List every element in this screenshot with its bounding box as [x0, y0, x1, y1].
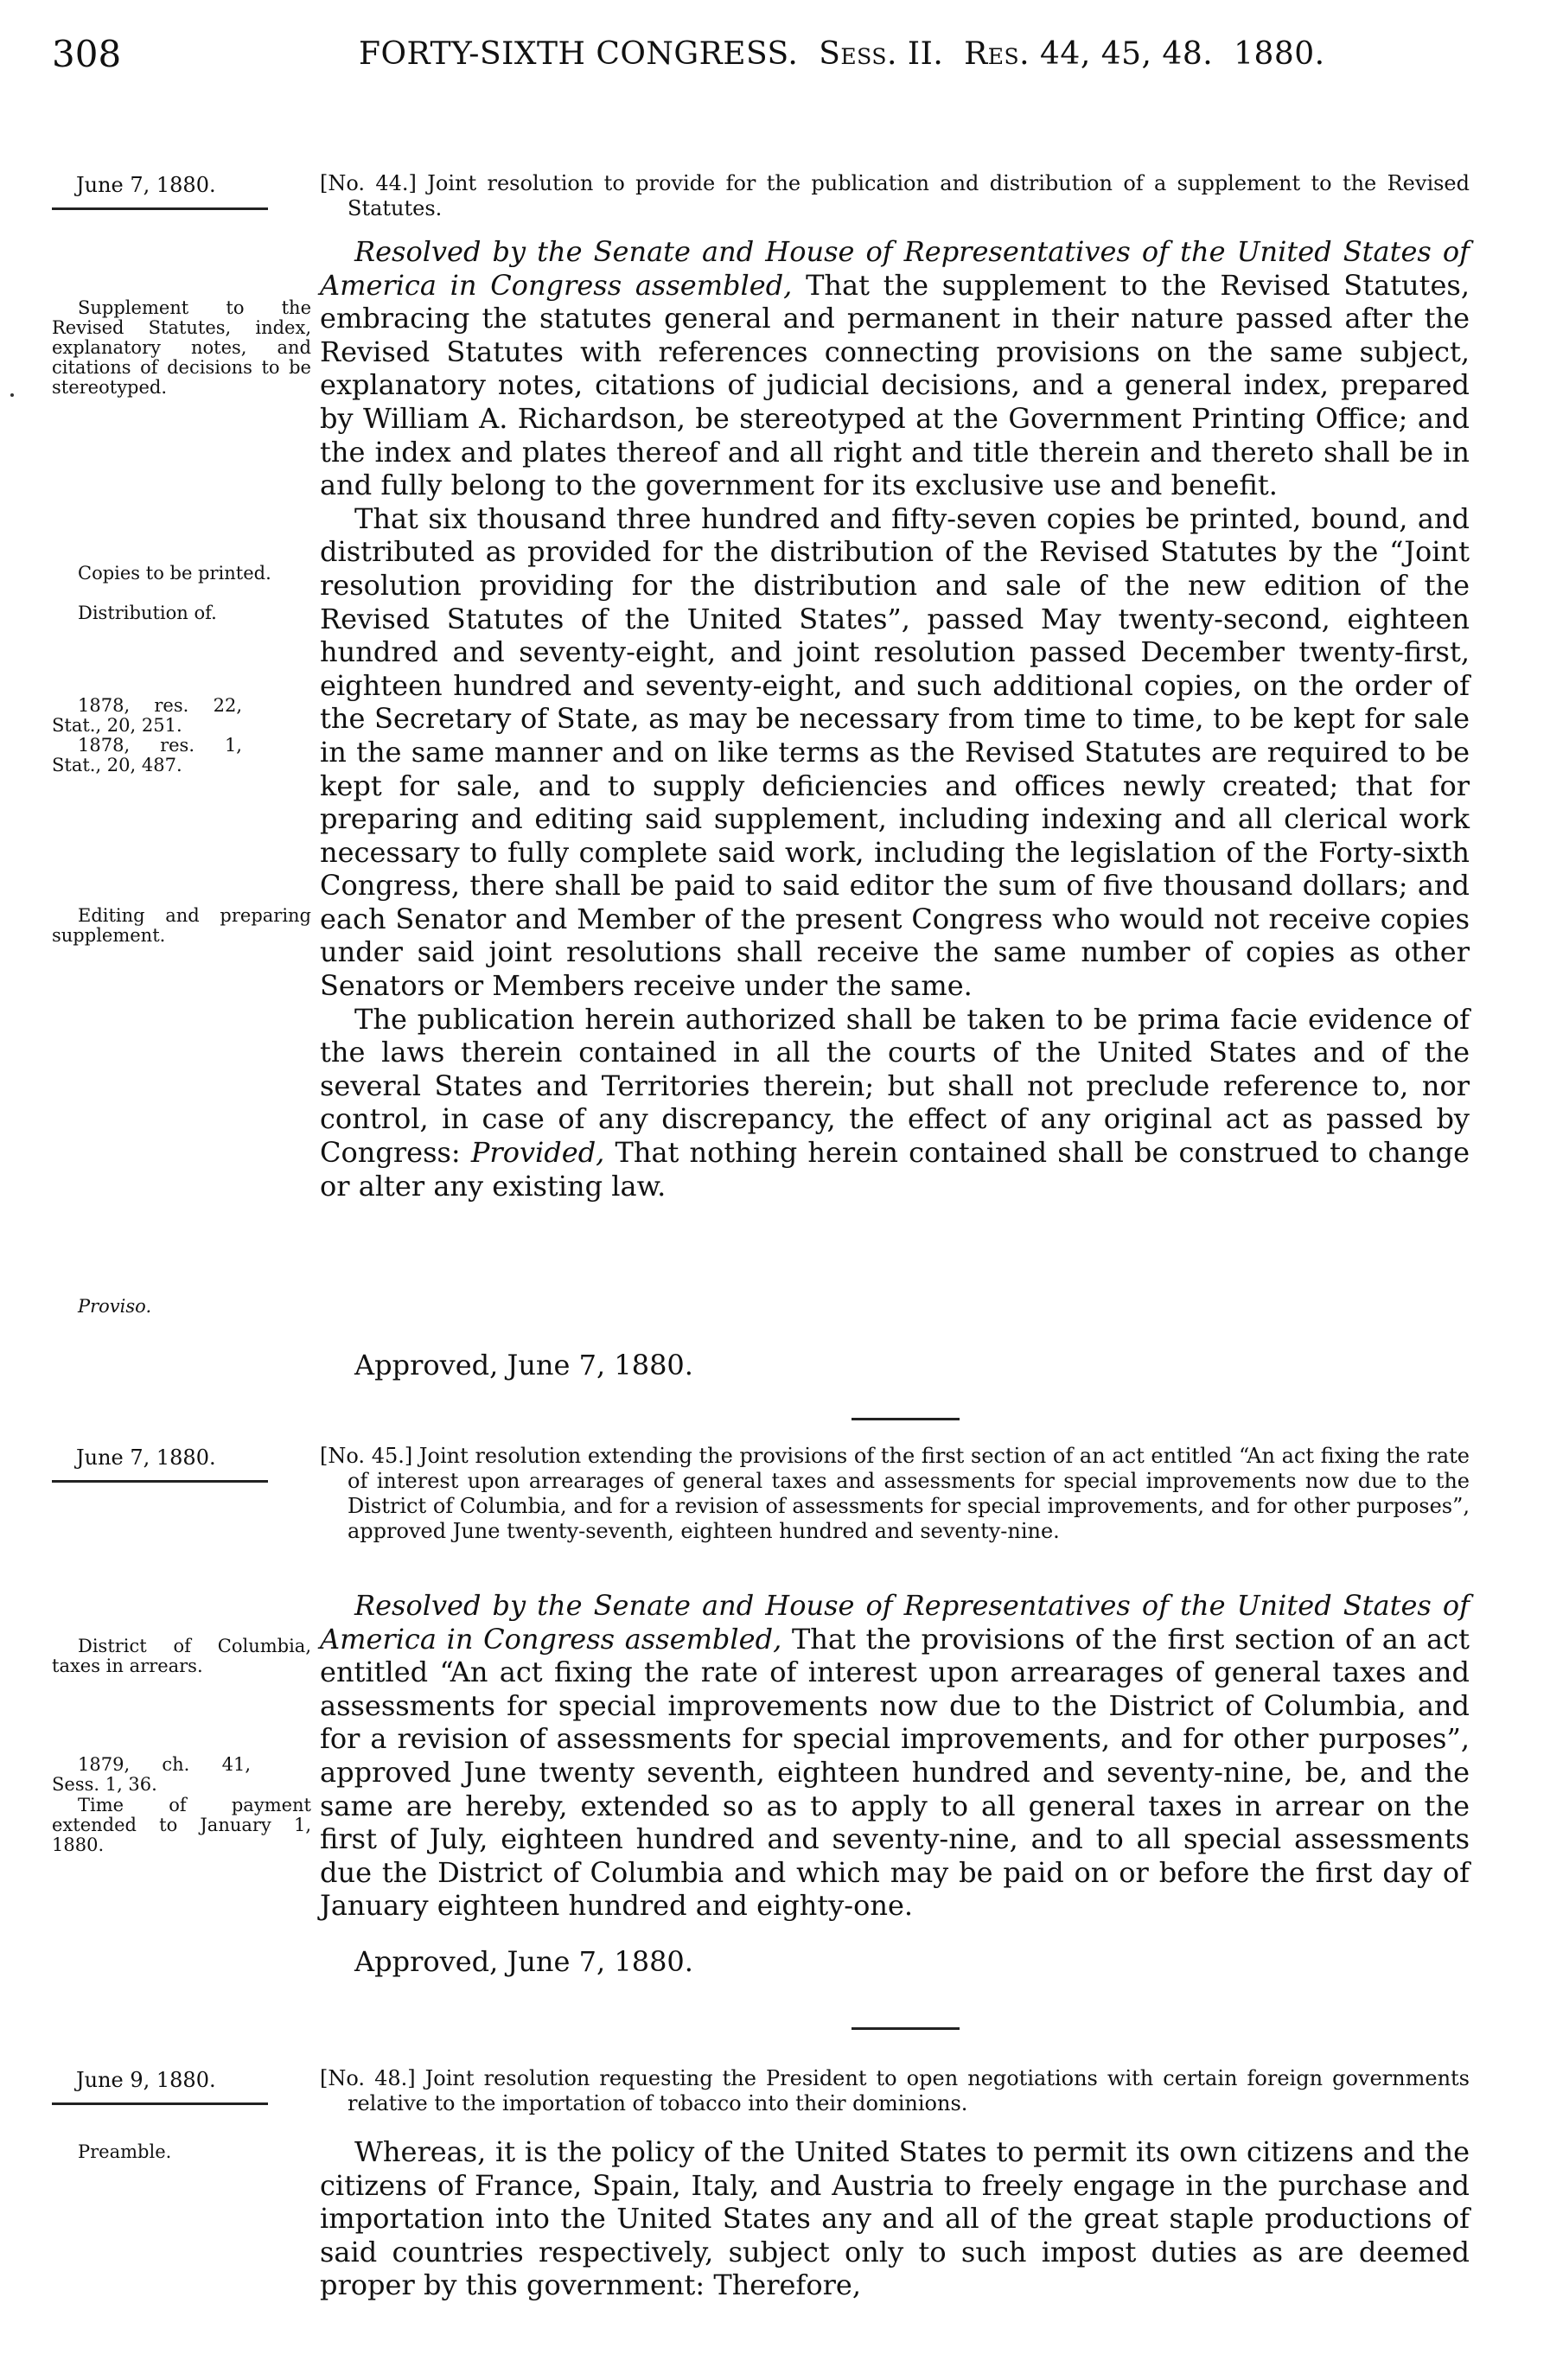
- date-rule: [52, 2102, 268, 2105]
- resolution-44-body: [320, 235, 1470, 1203]
- enacting-paragraph: [320, 1589, 1470, 1923]
- page-header: [52, 33, 1435, 85]
- enacting-clause: Resolved by the Senate and House of Representatives of the United States of America in Congress assembled,: [320, 1589, 1470, 1656]
- resolution-caption-text: Joint resolution extending the provisions of the first section of an act entitled “An act fixing the rate of interest upon arrearages of general taxes and assessments for special improvements now due to the District of Columbia, and for a revision of assessments for special improvements, and for other purposes”, approved June twenty-seventh, eighteen hundred and seventy-nine.: [348, 1444, 1470, 1543]
- section-separator: [852, 1418, 960, 1420]
- print-speck: [10, 393, 14, 397]
- page-number: 308: [52, 33, 122, 75]
- proviso-text: That nothing herein contained shall be construed to change or alter any existing law.: [320, 1136, 1470, 1203]
- margin-note: 1879, ch. 41, Sess. 1, 36.: [52, 1754, 251, 1795]
- resolution-number: [No. 44.]: [320, 171, 417, 195]
- resolution-date: June 7, 1880.: [76, 1445, 216, 1470]
- paragraph-text: That the provisions of the first section of an act entitled “An act fixing the rate of interest upon arrearages of general taxes and assessments for special improvements now due to the District of Columbia, and for a revision of assessments for special improvements, and for other purposes”, approved June twenty seventh, eighteen hundred and seventy-nine, be, and the same are hereby, extended so as to apply to all general taxes in arrear on the first of July, eighteen hundred and seventy-nine, and to all special assessments due the District of Columbia and which may be paid on or before the first day of January eighteen hundred and eighty-one.: [320, 1622, 1470, 1923]
- enacting-clause: Resolved by the Senate and House of Representatives of the United States of America in Congress assembled,: [320, 235, 1470, 302]
- paragraph-text: The publication herein authorized shall be taken to be prima facie evidence of the laws therein contained in all the courts of the United States and of the several States and Territories therein; but shall not preclude reference to, nor control, in case of any discrepancy, the effect of any original act as passed by Congress:: [320, 1002, 1470, 1170]
- resolution-44-date-block: [52, 173, 268, 210]
- running-head: [359, 36, 1325, 72]
- date-rule: [52, 1480, 268, 1483]
- margin-note-proviso: Proviso.: [78, 1296, 152, 1317]
- resolution-45-date-block: [52, 1445, 268, 1483]
- margin-note: Editing and preparing supplement.: [52, 905, 311, 946]
- resolution-48-date-block: [52, 2068, 268, 2105]
- running-head-year: 1880.: [1234, 36, 1325, 72]
- running-head-session: Sess. II.: [819, 36, 944, 72]
- preamble-paragraph: Whereas, it is the policy of the United States to permit its own citizens and the citizens of France, Spain, Italy, and Austria to freely engage in the purchase and importation into the United States any and all of the great staple productions of said countries respectively, subject only to such impost duties as are deemed proper by this government: Therefore,: [320, 2135, 1470, 2302]
- resolution-caption-text: Joint resolution requesting the President to open negotiations with certain foreign governments relative to the importation of tobacco into their dominions.: [348, 2066, 1470, 2115]
- resolution-number: [No. 45.]: [320, 1444, 413, 1468]
- section-separator: [852, 2027, 960, 2030]
- resolution-48-caption: [320, 2066, 1470, 2116]
- margin-note: District of Columbia, taxes in arrears.: [52, 1636, 311, 1676]
- margin-note: 1878, res. 22, Stat., 20, 251.: [52, 695, 242, 736]
- resolution-number: [No. 48.]: [320, 2066, 416, 2090]
- margin-note: Distribution of.: [78, 603, 217, 623]
- running-head-title: FORTY-SIXTH CONGRESS.: [359, 36, 799, 72]
- resolution-45-body: [320, 1589, 1470, 1923]
- paragraph: That six thousand three hundred and fifty-seven copies be printed, bound, and distributed as provided for the distribution of the Revised Statutes by the “Joint resolution providing for the distribution and sale of the new edition of the Revised Statutes of the United States”, passed May twenty-second, eighteen hundred and seventy-eight, and joint resolution passed December twenty-first, eighteen hundred and seventy-eight, and such additional copies, on the order of the Secretary of State, as may be necessary from time to time, to be kept for sale in the same manner and on like terms as the Revised Statutes are required to be kept for sale, and to supply deficiencies and offices newly created; that for preparing and editing said supplement, including indexing and all clerical work necessary to fully complete said work, including the legislation of the Forty-sixth Congress, there shall be paid to said editor the sum of five thousand dollars; and each Senator and Member of the present Congress who would not receive copies under said joint resolutions shall receive the same number of copies as other Senators or Members receive under the same.: [320, 501, 1470, 1003]
- running-head-resolutions: Res. 44, 45, 48.: [964, 36, 1214, 72]
- margin-note-preamble: Preamble.: [78, 2141, 172, 2162]
- resolution-date: June 9, 1880.: [76, 2068, 216, 2092]
- resolution-44-caption: [320, 171, 1470, 221]
- margin-note: Time of payment extended to January 1, 1880.: [52, 1795, 311, 1855]
- approval-line: Approved, June 7, 1880.: [354, 1945, 693, 1978]
- proviso-paragraph: [320, 1003, 1470, 1203]
- date-rule: [52, 207, 268, 210]
- margin-note: Copies to be printed.: [78, 563, 271, 584]
- enacting-paragraph: [320, 235, 1470, 502]
- approval-line: Approved, June 7, 1880.: [354, 1349, 693, 1381]
- paragraph-text: That the supplement to the Revised Statutes, embracing the statutes general and permanent in their nature passed after the Revised Statutes with references connecting provisions on the same subject, explanatory notes, citations of judicial decisions, and a general index, prepared by William A. Richardson, be stereotyped at the Government Printing Office; and the index and plates thereof and all right and title therein and thereto shall be in and fully belong to the government for its exclusive use and benefit.: [320, 268, 1470, 502]
- margin-note: Supplement to the Revised Statutes, index, explanatory notes, and citations of decisions to be stereotyped.: [52, 297, 311, 398]
- margin-note: 1878, res. 1, Stat., 20, 487.: [52, 735, 242, 775]
- resolution-date: June 7, 1880.: [76, 173, 216, 197]
- resolution-48-body: [320, 2135, 1470, 2302]
- resolution-caption-text: Joint resolution to provide for the publication and distribution of a supplement to the Revised Statutes.: [348, 171, 1470, 220]
- proviso-keyword: Provided,: [470, 1136, 605, 1170]
- resolution-45-caption: [320, 1444, 1470, 1544]
